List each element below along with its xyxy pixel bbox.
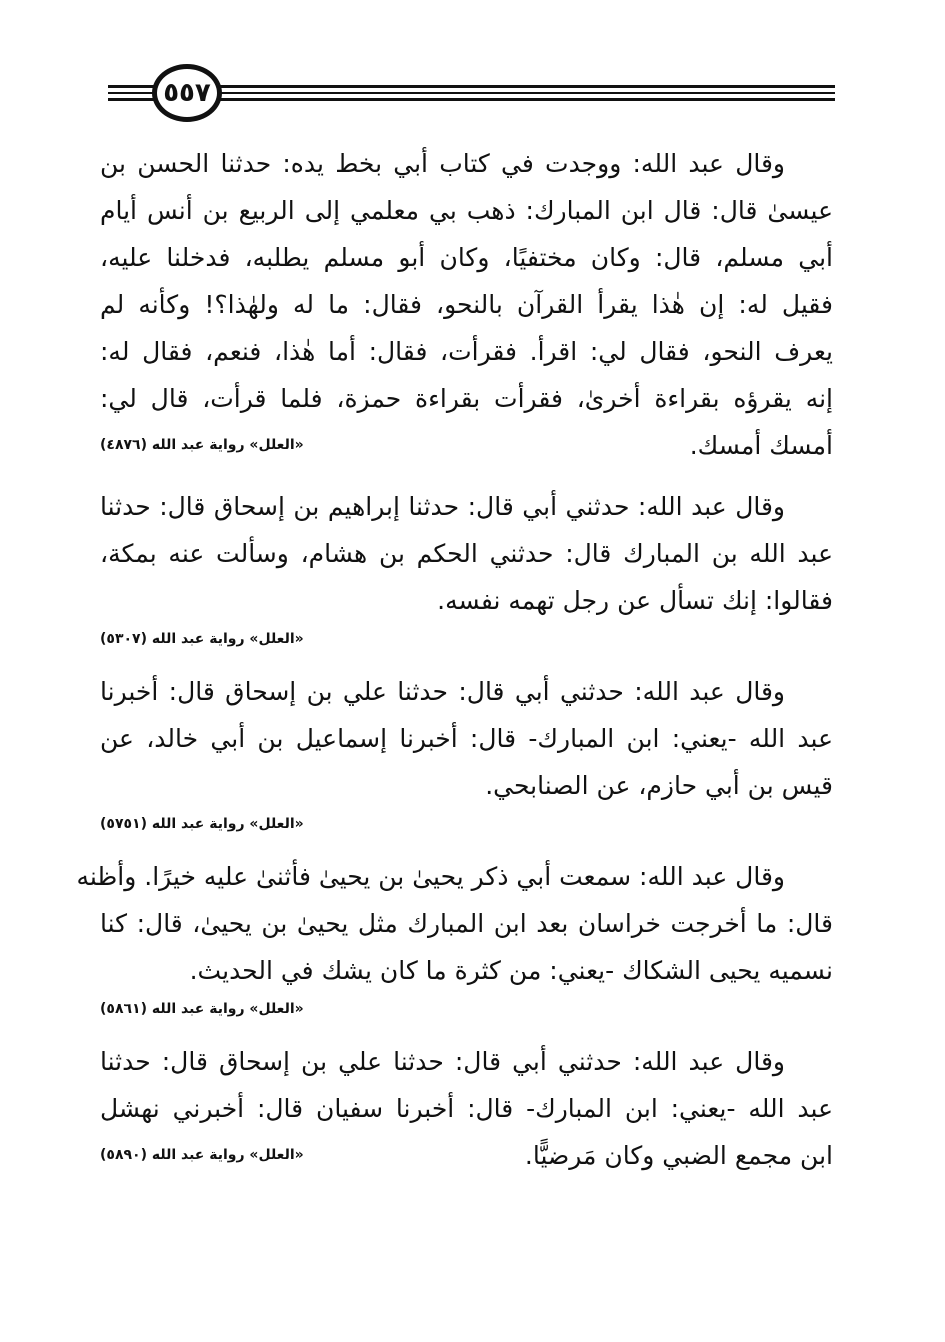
text-line: وقال عبد الله: سمعت أبي ذكر يحيىٰ بن يحيىٰ فأثنىٰ عليه خيرًا. وأظنه <box>76 862 785 891</box>
source-citation: «العلل» رواية عبد الله (٥٨٦١) <box>100 1001 304 1017</box>
text-line: وقال عبد الله: حدثني أبي قال: حدثنا إبراهيم بن إسحاق قال: حدثنا <box>100 492 785 521</box>
narration-entry-2 <box>100 483 833 654</box>
entry-gap <box>100 654 833 668</box>
source-citation: «العلل» رواية عبد الله (٤٨٧٦) <box>100 437 304 453</box>
entry-gap <box>100 1024 833 1038</box>
text-line: قيس بن أبي حازم، عن الصنابحي. <box>485 771 833 800</box>
page-body <box>76 140 833 1179</box>
text-line: عبد الله -يعني: ابن المبارك- قال: أخبرنا إسماعيل بن أبي خالد، عن <box>100 724 833 753</box>
page-header <box>108 58 835 130</box>
text-line: قال: ما أخرجت خراسان بعد ابن المبارك مثل يحيىٰ بن يحيىٰ، قال: كنا <box>100 909 833 938</box>
text-line: نسميه يحيى الشكاك -يعني: من كثرة ما كان يشك في الحديث. <box>189 956 833 985</box>
entry-gap <box>100 839 833 853</box>
text-line: وقال عبد الله: ووجدت في كتاب أبي بخط يده: حدثنا الحسن بن <box>100 149 785 178</box>
narration-entry-4 <box>76 853 833 1024</box>
entry-gap <box>100 469 833 483</box>
source-citation: «العلل» رواية عبد الله (٥٧٥١) <box>100 816 304 832</box>
text-line: فقيل له: إن هٰذا يقرأ القرآن بالنحو، فقال: ما له ولهٰذا؟! وكأنه لم <box>100 290 833 319</box>
text-line: فقالوا: إنك تسأل عن رجل تهمه نفسه. <box>437 586 833 615</box>
text-line-with-source <box>100 422 833 469</box>
text-line: عبد الله بن المبارك قال: حدثني الحكم بن هشام، وسألت عنه بمكة، <box>100 539 833 568</box>
text-line: أبي مسلم، قال: وكان مختفيًا، وكان أبو مسلم يطلبه، فدخلنا عليه، <box>100 243 833 272</box>
text-line: يعرف النحو، فقال لي: اقرأ. فقرأت، فقال: أما هٰذا، فنعم، فقال له: <box>100 337 833 366</box>
text-line: أمسك أمسك. <box>689 431 833 460</box>
text-line-with-source <box>100 1132 833 1179</box>
text-line: عيسىٰ قال: قال ابن المبارك: ذهب بي معلمي إلى الربيع بن أنس أيام <box>100 196 833 225</box>
narration-entry-5 <box>100 1038 833 1179</box>
narration-entry-3 <box>100 668 833 839</box>
source-citation: «العلل» رواية عبد الله (٥٣٠٧) <box>100 631 304 647</box>
text-line: عبد الله -يعني: ابن المبارك- قال: أخبرنا سفيان قال: أخبرني نهشل <box>100 1094 833 1123</box>
narration-entry-1 <box>100 140 833 469</box>
text-line: وقال عبد الله: حدثني أبي قال: حدثنا علي بن إسحاق قال: أخبرنا <box>100 677 785 706</box>
text-line: ابن مجمع الضبي وكان مَرضيًّا. <box>524 1141 833 1170</box>
text-line: إنه يقرؤه بقراءة أخرىٰ، فقرأت بقراءة حمزة، فلما قرأت، قال لي: <box>100 384 833 413</box>
page-number: ٥٥٧ <box>163 78 211 108</box>
page-number-badge <box>152 64 222 122</box>
text-line: وقال عبد الله: حدثني أبي قال: حدثنا علي بن إسحاق قال: حدثنا <box>100 1047 785 1076</box>
source-citation: «العلل» رواية عبد الله (٥٨٩٠) <box>100 1147 304 1163</box>
